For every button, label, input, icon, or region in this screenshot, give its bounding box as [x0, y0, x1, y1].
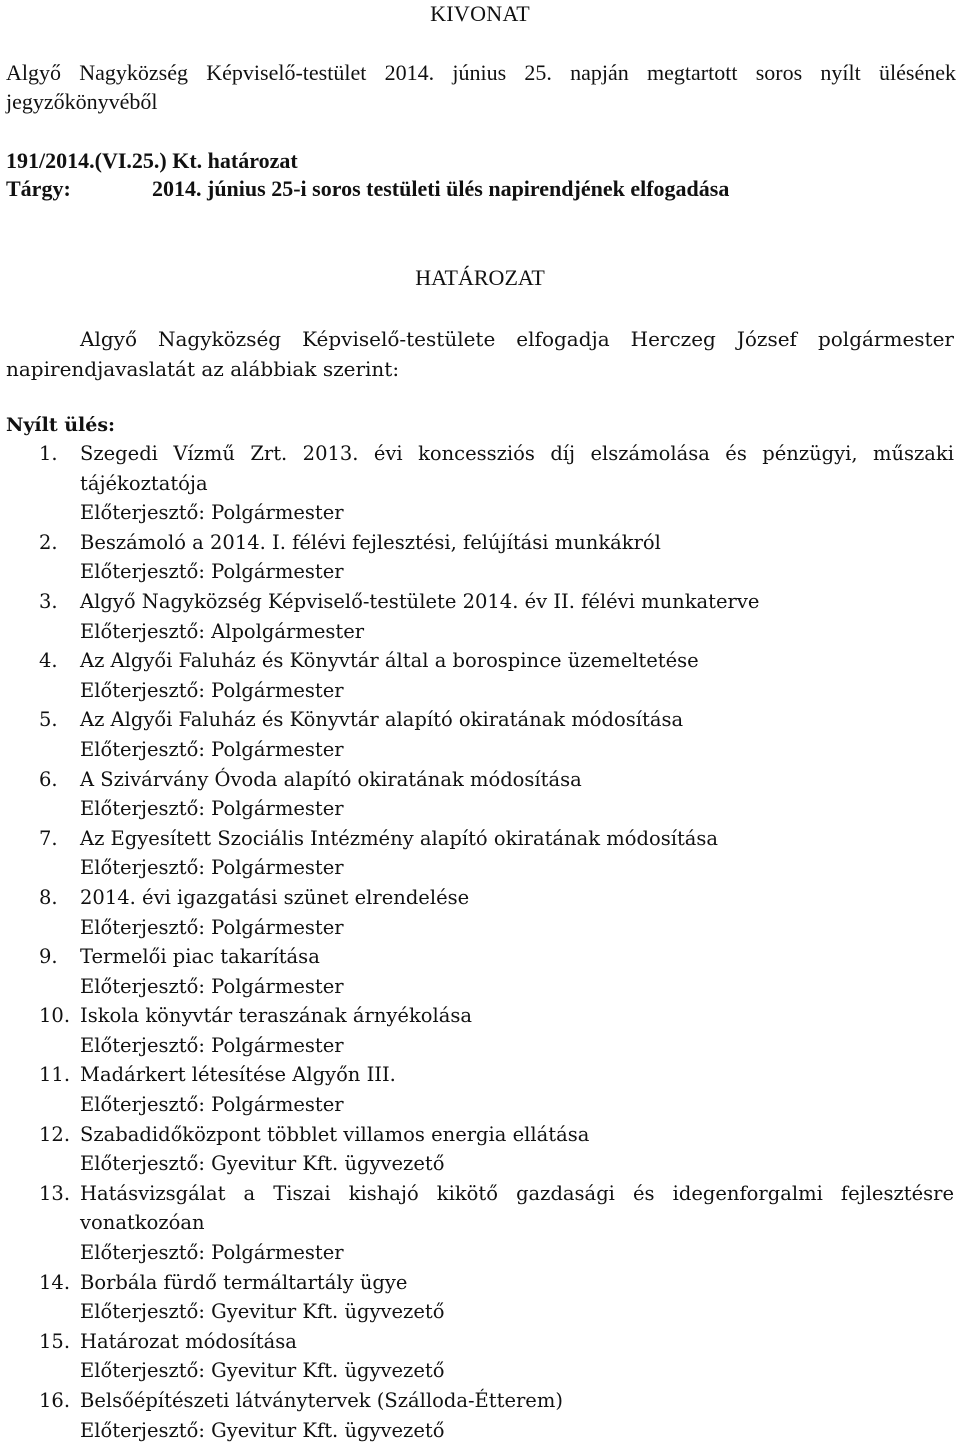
agenda-item-title: Madárkert létesítése Algyőn III. — [80, 1063, 396, 1087]
agenda-item-number: 15. — [39, 1329, 71, 1353]
agenda-item-number: 9. — [39, 945, 58, 969]
agenda-item-presenter: Előterjesztő: Alpolgármester — [80, 619, 365, 643]
agenda-item-presenter: Előterjesztő: Polgármester — [80, 915, 344, 939]
agenda-item — [0, 883, 960, 942]
agenda-item — [0, 1001, 960, 1060]
agenda-item — [0, 1120, 960, 1179]
agenda-item-number: 11. — [39, 1063, 71, 1087]
subject-row — [6, 176, 956, 202]
agenda-item-number: 4. — [39, 649, 58, 673]
agenda-item — [0, 1268, 960, 1327]
agenda-item — [0, 439, 960, 528]
intro-text: Algyő Nagyközség Képviselő-testület 2014. június 25. napján megtartott soros nyílt ülésének jegyzőkönyvéből — [6, 60, 956, 114]
agenda-item-title: Algyő Nagyközség Képviselő-testülete 2014. év II. félévi munkaterve — [80, 589, 760, 613]
agenda-item-presenter: Előterjesztő: Polgármester — [80, 1093, 344, 1117]
decision-number: 191/2014.(VI.25.) Kt. határozat — [6, 148, 298, 173]
agenda-item — [0, 1179, 960, 1268]
agenda-item — [0, 942, 960, 1001]
agenda-item-presenter: Előterjesztő: Gyevitur Kft. ügyvezető — [80, 1359, 445, 1383]
agenda-item-presenter: Előterjesztő: Polgármester — [80, 1033, 344, 1057]
agenda-item-title: Az Algyői Faluház és Könyvtár alapító okiratának módosítása — [80, 708, 684, 732]
agenda-item-presenter: Előterjesztő: Polgármester — [80, 678, 344, 702]
agenda-item-number: 12. — [39, 1122, 71, 1146]
agenda-item-presenter: Előterjesztő: Gyevitur Kft. ügyvezető — [80, 1152, 445, 1176]
agenda-item-title: Beszámoló a 2014. I. félévi fejlesztési, felújítási munkákról — [80, 530, 661, 554]
agenda-item-title: 2014. évi igazgatási szünet elrendelése — [80, 885, 470, 909]
agenda-item-number: 16. — [39, 1389, 71, 1412]
agenda-item-title: Hatásvizsgálat a Tiszai kishajó kikötő gazdasági és idegenforgalmi fejlesztésre vonatkozóan — [80, 1181, 954, 1235]
agenda-item-title: Szabadidőközpont többlet villamos energia ellátása — [80, 1122, 590, 1146]
agenda-item-number: 5. — [39, 708, 58, 732]
agenda-item-number: 7. — [39, 826, 58, 850]
agenda-item-number: 10. — [39, 1004, 71, 1028]
agenda-item-presenter: Előterjesztő: Polgármester — [80, 560, 344, 584]
agenda-item-title: Belsőépítészeti látványtervek (Szálloda-Étterem) — [80, 1389, 563, 1412]
agenda-item-number: 2. — [39, 530, 58, 554]
agenda-item — [0, 646, 960, 705]
agenda-item-title: Iskola könyvtár teraszának árnyékolása — [80, 1004, 472, 1028]
agenda-item — [0, 1060, 960, 1119]
agenda-item-presenter: Előterjesztő: Polgármester — [80, 797, 344, 821]
agenda-item-title: Az Algyői Faluház és Könyvtár által a borospince üzemeltetése — [80, 649, 699, 673]
agenda-item-title: Termelői piac takarítása — [80, 945, 320, 969]
agenda-item-title: Szegedi Vízmű Zrt. 2013. évi koncessziós díj elszámolása és pénzügyi, műszaki tájékoztatója — [80, 442, 954, 495]
agenda-item-title: Határozat módosítása — [80, 1329, 297, 1353]
agenda-item-number: 8. — [39, 885, 58, 909]
agenda-item-title: Borbála fürdő termáltartály ügye — [80, 1270, 408, 1294]
agenda-item-presenter: Előterjesztő: Polgármester — [80, 501, 344, 525]
agenda-item-number: 13. — [39, 1181, 71, 1205]
subject-text: 2014. június 25-i soros testületi ülés napirendjének elfogadása — [152, 176, 730, 201]
agenda-item-presenter: Előterjesztő: Polgármester — [80, 737, 344, 761]
agenda-item-presenter: Előterjesztő: Polgármester — [80, 856, 344, 880]
agenda-item-presenter: Előterjesztő: Gyevitur Kft. ügyvezető — [80, 1418, 445, 1442]
agenda-item-number: 1. — [39, 442, 58, 465]
agenda-item — [0, 528, 960, 587]
agenda-item — [0, 1327, 960, 1386]
open-session-label: Nyílt ülés: — [6, 414, 116, 436]
agenda-item-title: Az Egyesített Szociális Intézmény alapító okiratának módosítása — [80, 826, 719, 850]
resolution-body: Algyő Nagyközség Képviselő-testülete elfogadja Herczeg József polgármester napirendjavaslatát az alábbiak szerint: — [6, 327, 954, 381]
agenda-item-number: 3. — [39, 589, 58, 613]
agenda-item — [0, 765, 960, 824]
agenda-item-title: A Szivárvány Óvoda alapító okiratának módosítása — [80, 767, 582, 791]
agenda-item-presenter: Előterjesztő: Polgármester — [80, 974, 344, 998]
document-header-title: KIVONAT — [430, 1, 530, 26]
agenda-item — [0, 705, 960, 764]
agenda-item — [0, 587, 960, 646]
agenda-item-presenter: Előterjesztő: Polgármester — [80, 1241, 344, 1265]
agenda-item-number: 14. — [39, 1270, 71, 1294]
agenda-item-presenter: Előterjesztő: Gyevitur Kft. ügyvezető — [80, 1300, 445, 1324]
agenda-item — [0, 1386, 960, 1445]
resolution-title: HATÁROZAT — [415, 265, 545, 290]
agenda-item-number: 6. — [39, 767, 58, 791]
agenda-item — [0, 824, 960, 883]
agenda-list — [0, 439, 960, 1445]
subject-label: Tárgy: — [6, 176, 71, 201]
